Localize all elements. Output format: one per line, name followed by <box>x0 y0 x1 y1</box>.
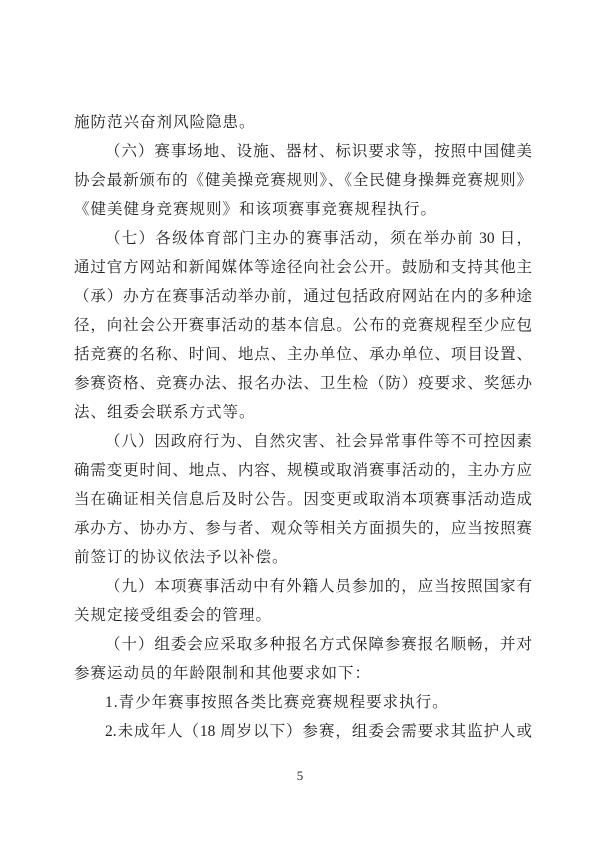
para-subitem-1 <box>74 688 532 717</box>
text-line: 法、组委会联系方式等。 <box>74 404 256 421</box>
text-line: （九）本项赛事活动中有外籍人员参加的，应当按照国家有 <box>105 578 532 595</box>
text-line: 前签订的协议依法予以补偿。 <box>74 549 289 566</box>
text-line: 《健美健身竞赛规则》和该项赛事竞赛规程执行。 <box>74 201 438 218</box>
text-line: 径，向社会公开赛事活动的基本信息。公布的竞赛规程至少应包 <box>74 317 532 334</box>
text-line: 承办方、协办方、参与者、观众等相关方面损失的，应当按照赛 <box>74 520 532 537</box>
para-item-8 <box>74 427 532 572</box>
text-line: （六）赛事场地、设施、器材、标识要求等，按照中国健美 <box>105 143 532 160</box>
text-line: （十）组委会应采取多种报名方式保障参赛报名顺畅，并对 <box>105 636 532 653</box>
document-body <box>74 108 532 746</box>
text-line: （八）因政府行为、自然灾害、社会异常事件等不可控因素 <box>105 433 532 450</box>
text-line: 2.未成年人（18 周岁以下）参赛，组委会需要求其监护人或 <box>105 723 532 740</box>
para-item-7 <box>74 224 532 427</box>
text-line: （承）办方在赛事活动举办前，通过包括政府网站在内的多种途 <box>74 288 532 305</box>
para-item-6 <box>74 137 532 224</box>
text-line: 1.青少年赛事按照各类比赛竞赛规程要求执行。 <box>105 694 449 711</box>
text-line: 参赛运动员的年龄限制和其他要求如下： <box>74 665 372 682</box>
text-line: 括竞赛的名称、时间、地点、主办单位、承办单位、项目设置、 <box>74 346 532 363</box>
para-subitem-2 <box>74 717 532 746</box>
text-line: 施防范兴奋剂风险隐患。 <box>74 114 256 131</box>
text-line: 当在确证相关信息后及时公告。因变更或取消本项赛事活动造成 <box>74 491 532 508</box>
text-line: 协会最新颁布的《健美操竞赛规则》、《全民健身操舞竞赛规则》 <box>74 172 532 189</box>
para-continuation <box>74 108 532 137</box>
text-line: 参赛资格、竞赛办法、报名办法、卫生检（防）疫要求、奖惩办 <box>74 375 532 392</box>
para-item-9 <box>74 572 532 630</box>
text-line: 关规定接受组委会的管理。 <box>74 607 273 624</box>
text-line: （七）各级体育部门主办的赛事活动，须在举办前 30 日， <box>105 230 532 247</box>
para-item-10 <box>74 630 532 688</box>
page-number: 5 <box>296 768 304 783</box>
text-line: 通过官方网站和新闻媒体等途径向社会公开。鼓励和支持其他主 <box>74 259 532 276</box>
text-line: 确需变更时间、地点、内容、规模或取消赛事活动的，主办方应 <box>74 462 532 479</box>
